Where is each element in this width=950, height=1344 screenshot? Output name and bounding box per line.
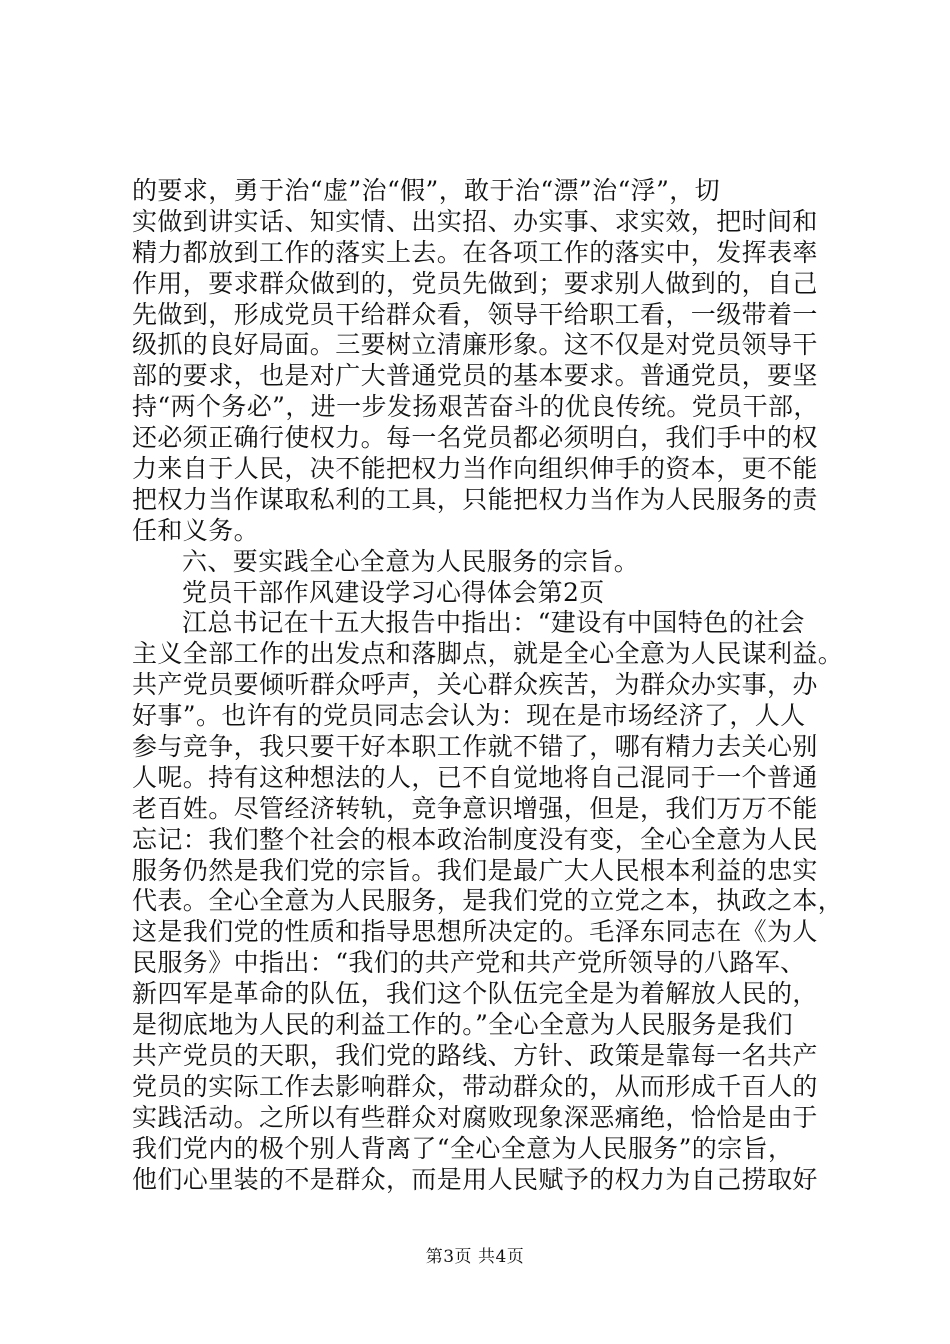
text-line-16: 主义全部工作的出发点和落脚点，就是全心全意为人民谋利益。 bbox=[132, 639, 844, 669]
text-line-31: 实践活动。之所以有些群众对腐败现象深恶痛绝，恰恰是由于 bbox=[132, 1102, 818, 1132]
page-marker-line: 党员干部作风建设学习心得体会第2页 bbox=[182, 577, 605, 607]
text-line-11: 把权力当作谋取私利的工具，只能把权力当作为人民服务的责 bbox=[132, 484, 818, 514]
text-line-6: 级抓的良好局面。三要树立清廉形象。这不仅是对党员领导干 bbox=[132, 330, 818, 360]
text-line-2: 实做到讲实话、知实情、出实招、办实事、求实效，把时间和 bbox=[132, 206, 818, 236]
text-line-26: 民服务》中指出：“我们的共产党和共产党所领导的八路军、 bbox=[132, 948, 806, 978]
section-heading: 六、要实践全心全意为人民服务的宗旨。 bbox=[182, 546, 640, 576]
text-line-4: 作用，要求群众做到的，党员先做到；要求别人做到的，自己 bbox=[132, 268, 818, 298]
text-line-30: 党员的实际工作去影响群众，带动群众的，从而形成千百人的 bbox=[132, 1071, 818, 1101]
text-line-33: 他们心里装的不是群众，而是用人民赋予的权力为自己捞取好 bbox=[132, 1164, 818, 1194]
text-line-27: 新四军是革命的队伍，我们这个队伍完全是为着解放人民的， bbox=[132, 979, 818, 1009]
page-footer bbox=[0, 1242, 950, 1267]
text-line-29: 共产党员的天职，我们党的路线、方针、政策是靠每一名共产 bbox=[132, 1040, 818, 1070]
text-line-23: 服务仍然是我们党的宗旨。我们是最广大人民根本利益的忠实 bbox=[132, 855, 818, 885]
page-number-label: 第3页 共4页 bbox=[425, 1247, 525, 1267]
text-line-8: 持“两个务必”，进一步发扬艰苦奋斗的优良传统。党员干部， bbox=[132, 392, 819, 422]
text-line-20: 人呢。持有这种想法的人，已不自觉地将自己混同于一个普通 bbox=[132, 762, 818, 792]
text-line-12: 任和义务。 bbox=[132, 515, 260, 545]
text-line-19: 参与竞争，我只要干好本职工作就不错了，哪有精力去关心别 bbox=[132, 732, 818, 762]
text-line-18: 好事”。也许有的党员同志会认为：现在是市场经济了，人人 bbox=[132, 701, 806, 731]
text-line-22: 忘记：我们整个社会的根本政治制度没有变，全心全意为人民 bbox=[132, 824, 818, 854]
text-line-3: 精力都放到工作的落实上去。在各项工作的落实中，发挥表率 bbox=[132, 237, 818, 267]
paragraph-start: 江总书记在十五大报告中指出：“建设有中国特色的社会 bbox=[182, 608, 805, 638]
text-line-17: 共产党员要倾听群众呼声，关心群众疾苦，为群众办实事，办 bbox=[132, 670, 818, 700]
text-line-24: 代表。全心全意为人民服务，是我们党的立党之本，执政之本， bbox=[132, 886, 844, 916]
text-line-32: 我们党内的极个别人背离了“全心全意为人民服务”的宗旨， bbox=[132, 1133, 794, 1163]
text-line-10: 力来自于人民，决不能把权力当作向组织伸手的资本，更不能 bbox=[132, 454, 818, 484]
text-line-7: 部的要求，也是对广大普通党员的基本要求。普通党员，要坚 bbox=[132, 361, 818, 391]
text-line-1: 的要求，勇于治“虚”治“假”，敢于治“漂”治“浮”，切 bbox=[132, 176, 721, 205]
text-line-9: 还必须正确行使权力。每一名党员都必须明白，我们手中的权 bbox=[132, 423, 818, 453]
text-line-28: 是彻底地为人民的利益工作的。”全心全意为人民服务是我们 bbox=[132, 1010, 794, 1040]
text-line-25: 这是我们党的性质和指导思想所决定的。毛泽东同志在《为人 bbox=[132, 917, 818, 947]
text-line-21: 老百姓。尽管经济转轨，竞争意识增强，但是，我们万万不能 bbox=[132, 793, 818, 823]
text-line-5: 先做到，形成党员干给群众看，领导干给职工看，一级带着一 bbox=[132, 299, 818, 329]
document-body bbox=[132, 176, 844, 1195]
